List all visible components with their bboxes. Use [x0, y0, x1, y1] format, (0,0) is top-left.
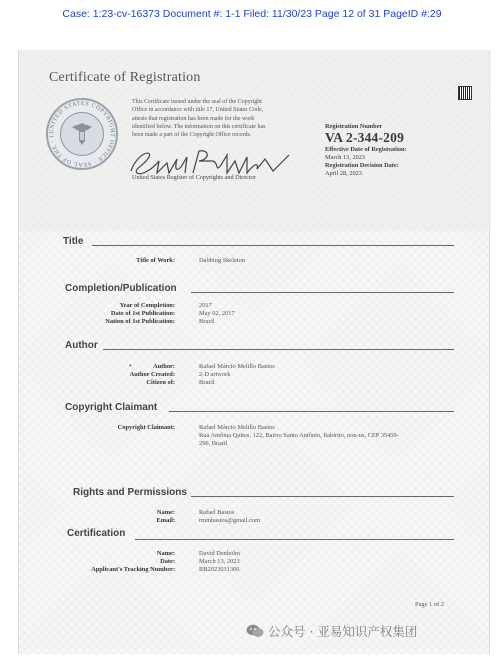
author-created-value: 2-D artwork	[199, 371, 231, 378]
decision-date: April 28, 2023	[325, 169, 362, 177]
author-value: Rafael Márcio Melillo Bastos	[199, 363, 275, 370]
rights-email-value: rmmbastos@gmail.com	[199, 517, 261, 524]
certificate-page	[18, 50, 490, 654]
registration-number-label: Registration Number	[325, 123, 383, 130]
field-row	[19, 424, 491, 432]
citizen-of-value: Brazil	[199, 379, 215, 386]
field-row	[19, 550, 491, 558]
field-row	[19, 509, 491, 517]
register-signature	[123, 143, 293, 177]
effective-date: March 13, 2023	[325, 154, 366, 161]
copyright-claimant-label: Copyright Claimant:	[117, 424, 175, 431]
section-certification-heading: Certification	[67, 528, 126, 539]
section-divider	[92, 245, 454, 246]
field-row	[19, 440, 491, 448]
effective-date-label: Effective Date of Registration:	[325, 146, 407, 153]
certification-name-label: Name:	[156, 550, 175, 557]
certification-date-value: March 13, 2023	[199, 558, 240, 565]
section-rights-heading: Rights and Permissions	[73, 487, 187, 498]
wechat-icon	[246, 624, 264, 638]
field-row	[19, 318, 491, 326]
title-of-work-label: Title of Work:	[136, 257, 175, 264]
tracking-number-value: RB2023031306	[199, 566, 240, 573]
field-row	[19, 558, 491, 566]
certificate-title: Certificate of Registration	[49, 70, 201, 85]
certification-date-label: Date:	[160, 558, 175, 565]
section-author-heading: Author	[65, 340, 98, 351]
register-caption: United States Register of Copyrights and Director	[132, 174, 256, 181]
citizen-of-label: Citizen of:	[146, 379, 175, 386]
author-bullet: •	[129, 362, 132, 370]
case-header: Case: 1:23-cv-16373 Document #: 1-1 Filed: 11/30/23 Page 12 of 31 PageID #:29	[62, 8, 442, 20]
claimant-name: Rafael Márcio Melillo Bastos	[199, 424, 275, 431]
decision-date-label: Registration Decision Date:	[325, 161, 399, 169]
intro-line: This Certificate issued under the seal of the Copyright	[132, 99, 262, 105]
section-title-heading: Title	[63, 236, 84, 247]
registration-info	[325, 123, 485, 177]
intro-line: been made a part of the Copyright Office records.	[132, 132, 252, 139]
tracking-number-label: Applicant's Tracking Number:	[91, 566, 175, 573]
section-divider	[169, 411, 454, 412]
section-divider	[103, 349, 454, 350]
claimant-address-line: 296, Brazil	[199, 440, 228, 447]
eagle-icon	[71, 121, 93, 147]
rights-name-label: Name:	[156, 509, 175, 516]
section-claimant-heading: Copyright Claimant	[65, 402, 158, 413]
first-publication-date-label: Date of 1st Publication:	[110, 310, 175, 317]
section-divider	[191, 496, 454, 497]
rights-email-label: Email:	[156, 517, 175, 524]
intro-line: attests that registration has been made for the work	[132, 115, 255, 122]
title-of-work-value: Dabbing Skeleton	[199, 257, 245, 264]
page-number: Page 1 of 2	[415, 601, 444, 608]
field-row	[19, 257, 491, 265]
field-row	[19, 379, 491, 387]
wechat-watermark	[246, 622, 417, 640]
field-row	[19, 310, 491, 318]
watermark-text: 公众号 · 亚易知识产权集团	[268, 624, 418, 639]
field-row	[19, 517, 491, 525]
field-row	[19, 363, 491, 371]
section-divider	[135, 539, 454, 540]
first-publication-nation-label: Nation of 1st Publication:	[105, 318, 175, 325]
author-label: Author:	[152, 363, 175, 370]
claimant-address-line: Rua Antônia Quites, 122, Bairro Santo Antônio, Itabirito, non-us, CEP 35450-	[199, 432, 399, 439]
copyright-office-seal-icon	[46, 98, 118, 170]
field-row	[19, 566, 491, 574]
author-created-label: Author Created:	[129, 371, 175, 378]
year-of-completion-value: 2017	[199, 302, 212, 309]
certificate-intro	[132, 98, 302, 139]
intro-line: Office in accordance with title 17, United States Code,	[132, 107, 264, 114]
section-completion-heading: Completion/Publication	[65, 283, 177, 294]
certification-name-value: David Denholm	[199, 550, 240, 557]
year-of-completion-label: Year of Completion:	[119, 302, 175, 309]
first-publication-date-value: May 02, 2017	[199, 310, 235, 317]
first-publication-nation-value: Brazil	[199, 318, 215, 325]
registration-number: VA 2-344-209	[325, 130, 405, 145]
seal-text: UNITED STATES COPYRIGHT OFFICE · SEAL OF THE · 1	[48, 100, 116, 168]
qr-code-icon	[458, 86, 472, 100]
field-row	[19, 432, 491, 440]
field-row	[19, 302, 491, 310]
rights-name-value: Rafael Bastos	[199, 509, 235, 516]
section-divider	[191, 292, 454, 293]
field-row	[19, 371, 491, 379]
intro-line: identified below. The information on this certificate has	[132, 123, 266, 130]
